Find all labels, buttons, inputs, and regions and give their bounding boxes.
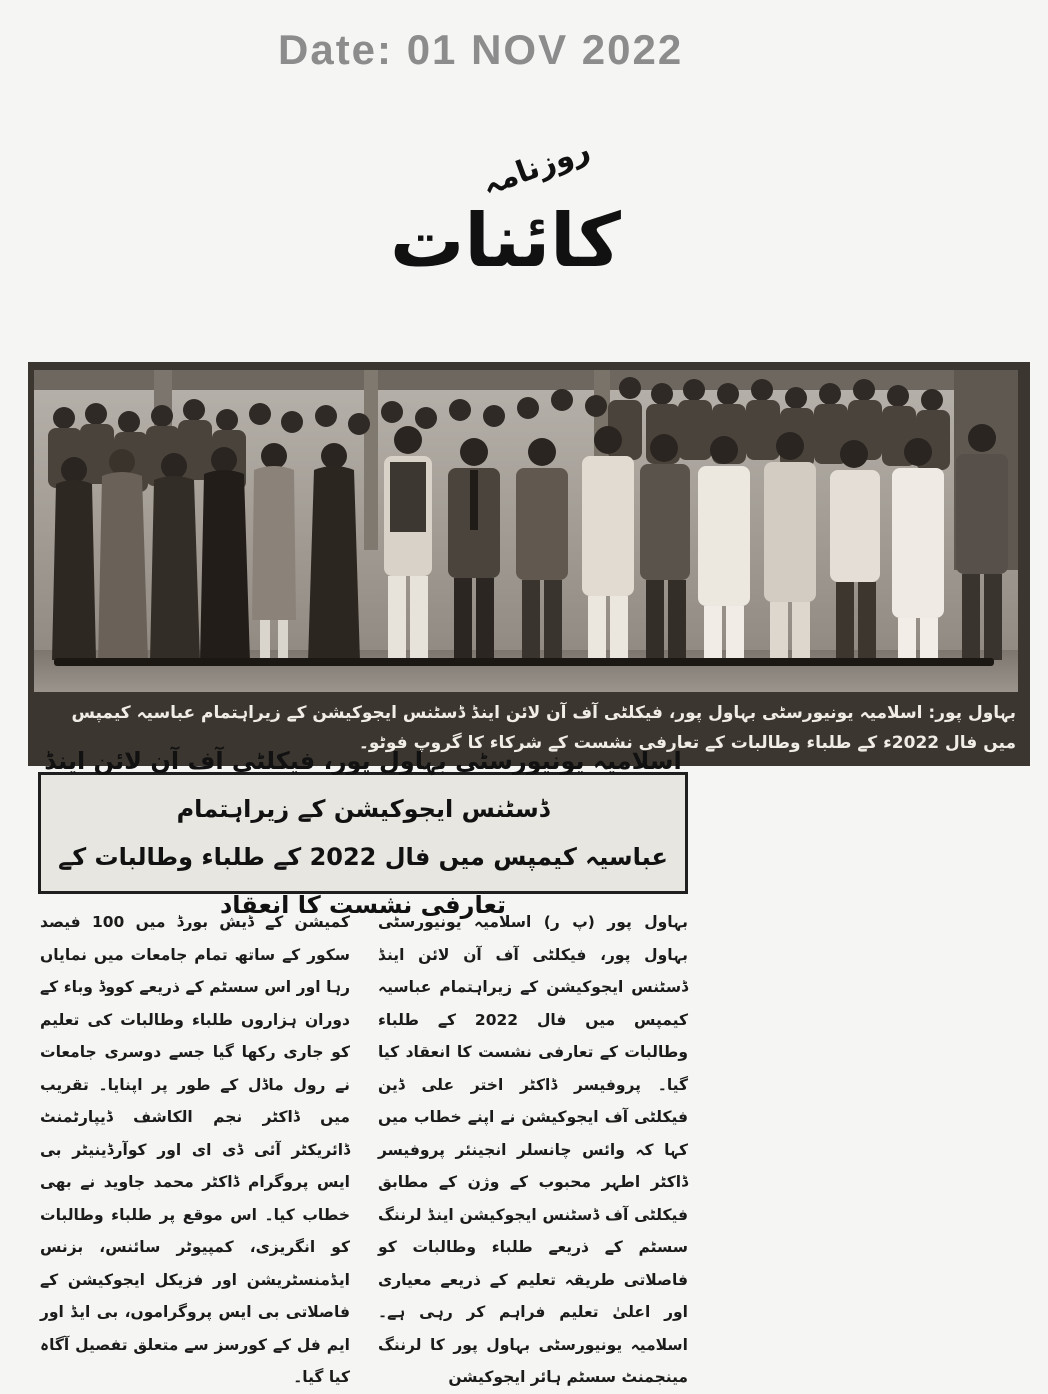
group-photo-illustration: [34, 370, 1018, 692]
masthead-subtitle: روزنامہ: [477, 131, 595, 204]
article-column-right: بہاول پور (پ ر) اسلامیہ یونیورسٹی بہاول پور، فیکلٹی آف آن لائن اینڈ ڈسٹنس ایجوکیشن کے زیراہتمام عباسیہ کیمپس میں فال 2022 کے طلباء وطالبات کے تعارفی نشست کا انعقاد کیا گیا۔ پروفیسر ڈاکٹر اختر علی ڈین فیکلٹی آف ایجوکیشن نے اپنے خطاب میں کہا کہ وائس چانسلر انجینئر پروفیسر ڈاکٹر اطہر محبوب کے وژن کے مطابق فیکلٹی آف ڈسٹنس ایجوکیشن اینڈ لرننگ سسٹم کے ذریعے طلباء وطالبات کو فاصلاتی طریقہ تعلیم کے ذریعے معیاری اور اعلیٰ تعلیم فراہم کر رہی ہے۔ اسلامیہ یونیورسٹی بہاول پور کا لرننگ مینجمنٹ سسٹم ہائر ایجوکیشن: [378, 913, 689, 1386]
article-headline: [38, 747, 688, 919]
headline-line-1: اسلامیہ یونیورسٹی بہاول پور، فیکلٹی آف آن لائن اینڈ ڈسٹنس ایجوکیشن کے زیراہتمام: [44, 747, 682, 823]
newspaper-masthead: [380, 131, 621, 300]
masthead-title: کائنات: [390, 198, 621, 284]
date-stamp: Date: 01 NOV 2022: [278, 26, 684, 73]
photo-caption: بہاول پور: اسلامیہ یونیورسٹی بہاول پور، فیکلٹی آف آن لائن اینڈ ڈسٹنس ایجوکیشن کے زیراہتمام عباسیہ کیمپس میں فال 2022ء کے طلباء وطالبات کے تعارفی نشست کے شرکاء کا گروپ فوٹو۔: [71, 703, 1016, 753]
news-photo-block: [28, 362, 1030, 766]
article-column-left: کمیشن کے ڈیش بورڈ میں 100 فیصد سکور کے ساتھ تمام جامعات میں نمایاں رہا اور اس سسٹم کے ذریعے کووڈ وباء کے دوران ہزاروں طلباء وطالبات کی تعلیم کو جاری رکھا گیا جسے دوسری جامعات نے رول ماڈل کے طور پر اپنایا۔ تقریب میں ڈاکٹر نجم الکاشف ڈیپارٹمنٹ ڈائریکٹر آئی ڈی ای اور کوآرڈینیٹر بی ایس پروگرام ڈاکٹر محمد جاوید نے بھی خطاب کیا۔ اس موقع پر طلباء وطالبات کو انگریزی، کمپیوٹر سائنس، بزنس ایڈمنسٹریشن اور فزیکل ایجوکیشن کے فاصلاتی بی ایس پروگراموں، بی ایڈ اور ایم فل کے کورسز سے متعلق تفصیل آگاہ کیا گیا۔: [40, 913, 350, 1386]
group-photo: [34, 370, 1018, 692]
headline-line-2: عباسیہ کیمپس میں فال 2022 کے طلباء وطالبات کے تعارفی نشست کا انعقاد: [58, 843, 668, 919]
